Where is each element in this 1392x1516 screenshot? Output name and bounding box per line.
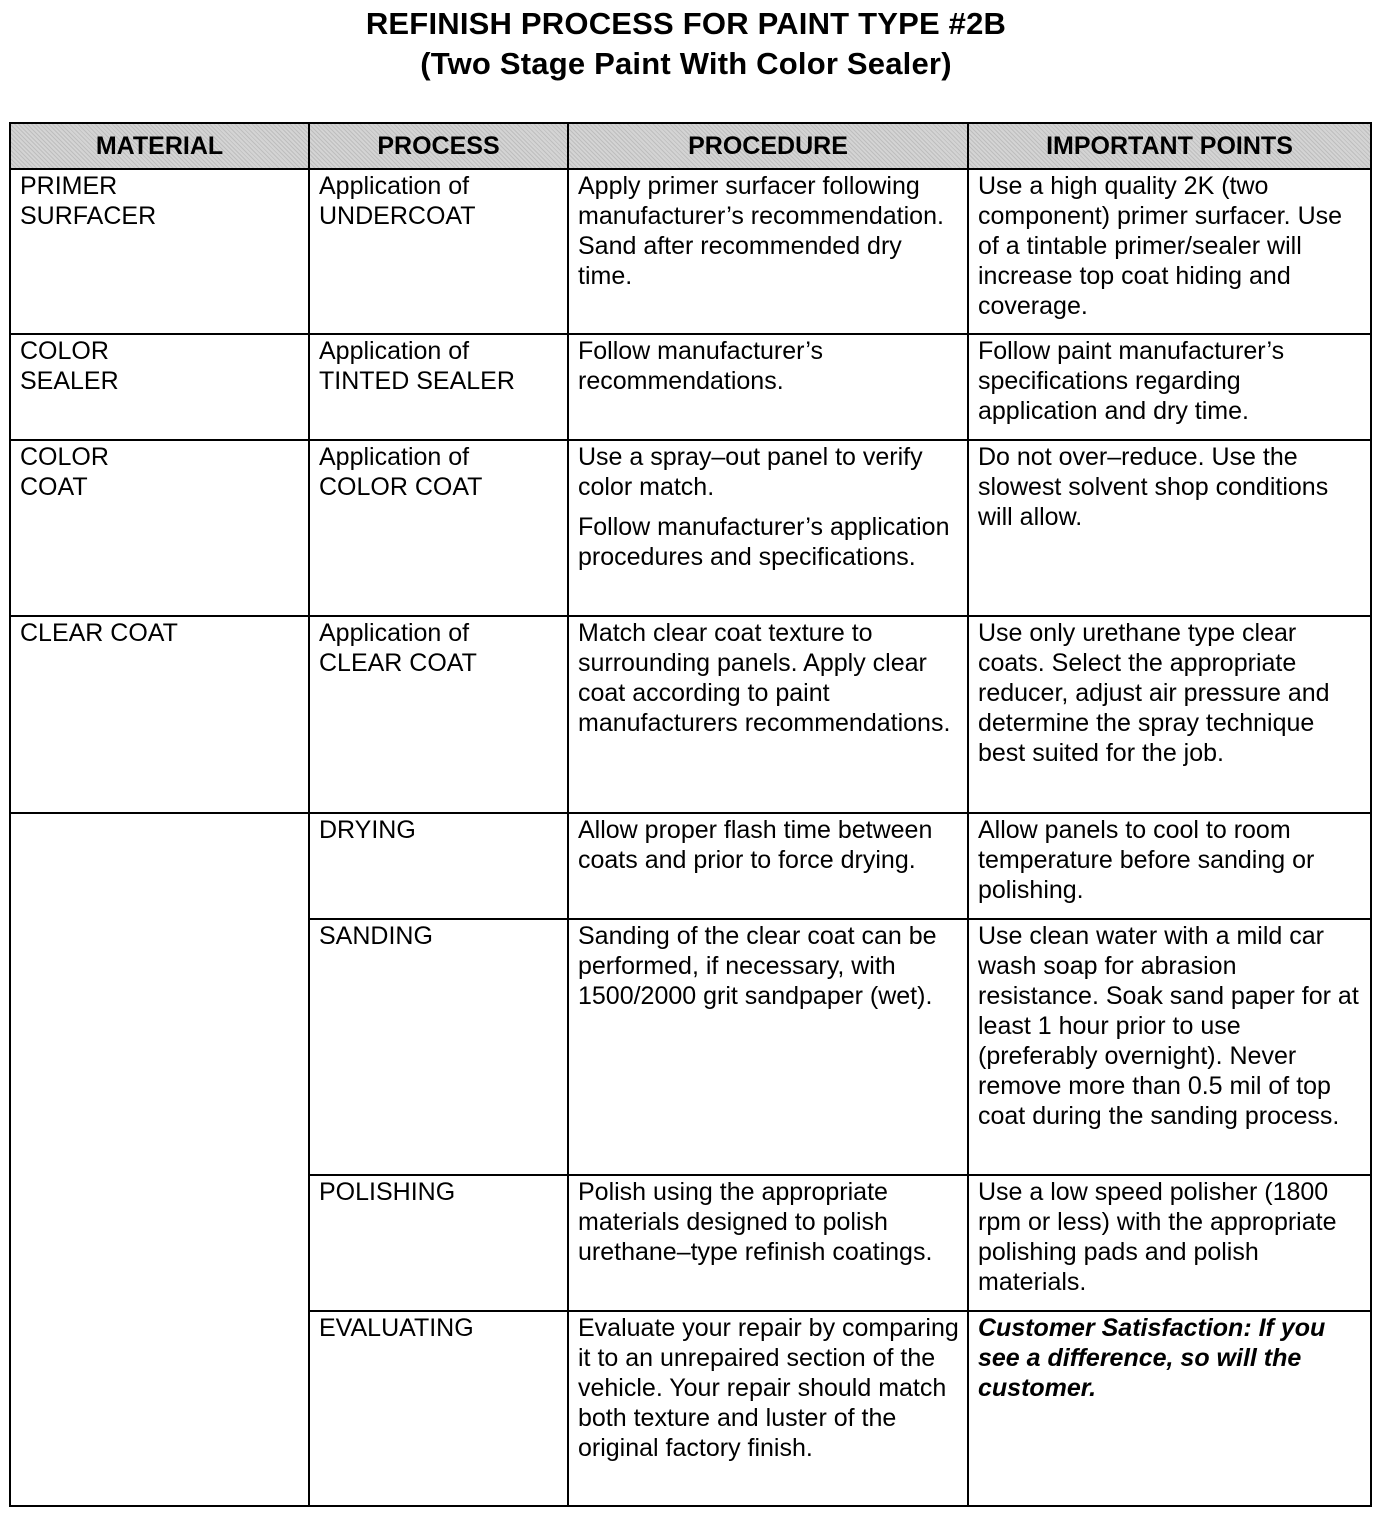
important-points-cell: Do not over–reduce. Use the slowest solvent shop conditions will allow. [968,440,1371,616]
header-important-points: IMPORTANT POINTS [968,123,1371,169]
table-row [10,813,1371,919]
important-points-cell: Use a high quality 2K (two component) primer surfacer. Use of a tintable primer/sealer will increase top coat hiding and coverage. [968,169,1371,334]
procedure-cell: Sanding of the clear coat can be performed, if necessary, with 1500/2000 grit sandpaper (wet). [568,919,968,1175]
table-row [10,169,1371,334]
header-material: MATERIAL [10,123,309,169]
process-cell: Application of CLEAR COAT [309,616,568,813]
process-cell: POLISHING [309,1175,568,1311]
header-procedure: PROCEDURE [568,123,968,169]
material-cell-empty [10,813,309,1506]
material-cell: PRIMER SURFACER [10,169,309,334]
procedure-cell: Polish using the appropriate materials designed to polish urethane–type refinish coatings. [568,1175,968,1311]
procedure-cell: Evaluate your repair by comparing it to an unrepaired section of the vehicle. Your repair should match both texture and luster of the original factory finish. [568,1311,968,1506]
important-points-cell: Allow panels to cool to room temperature before sanding or polishing. [968,813,1371,919]
process-cell: Application of UNDERCOAT [309,169,568,334]
process-cell: Application of TINTED SEALER [309,334,568,440]
process-cell: Application of COLOR COAT [309,440,568,616]
material-cell: COLOR SEALER [10,334,309,440]
process-cell: SANDING [309,919,568,1175]
procedure-cell: Follow manufacturer’s recommendations. [568,334,968,440]
procedure-paragraph: Follow manufacturer’s application procedures and specifications. [578,513,950,571]
process-cell: EVALUATING [309,1311,568,1506]
title-line-1: REFINISH PROCESS FOR PAINT TYPE #2B [365,6,1007,41]
procedure-paragraph: Use a spray–out panel to verify color match. [578,443,923,501]
procedure-cell [568,440,968,616]
table-row [10,440,1371,616]
important-points-cell: Follow paint manufacturer’s specifications regarding application and dry time. [968,334,1371,440]
table-header-row [10,123,1371,169]
title-line-2: (Two Stage Paint With Color Sealer) [420,46,952,81]
important-points-cell: Customer Satisfaction: If you see a difference, so will the customer. [968,1311,1371,1506]
material-cell: COLOR COAT [10,440,309,616]
procedure-cell: Apply primer surfacer following manufacturer’s recommendation. Sand after recommended dry time. [568,169,968,334]
procedure-cell: Allow proper flash time between coats and prior to force drying. [568,813,968,919]
refinish-process-table [9,122,1372,1507]
table-row [10,334,1371,440]
header-process: PROCESS [309,123,568,169]
important-points-cell: Use only urethane type clear coats. Select the appropriate reducer, adjust air pressure and determine the spray technique best suited for the job. [968,616,1371,813]
table-row [10,616,1371,813]
important-points-cell: Use clean water with a mild car wash soap for abrasion resistance. Soak sand paper for at least 1 hour prior to use (preferably overnight). Never remove more than 0.5 mil of top coat during the sanding process. [968,919,1371,1175]
procedure-cell: Match clear coat texture to surrounding panels. Apply clear coat according to paint manufacturers recommendations. [568,616,968,813]
important-points-cell: Use a low speed polisher (1800 rpm or less) with the appropriate polishing pads and polish materials. [968,1175,1371,1311]
process-cell: DRYING [309,813,568,919]
document-title [0,4,1372,84]
material-cell: CLEAR COAT [10,616,309,813]
